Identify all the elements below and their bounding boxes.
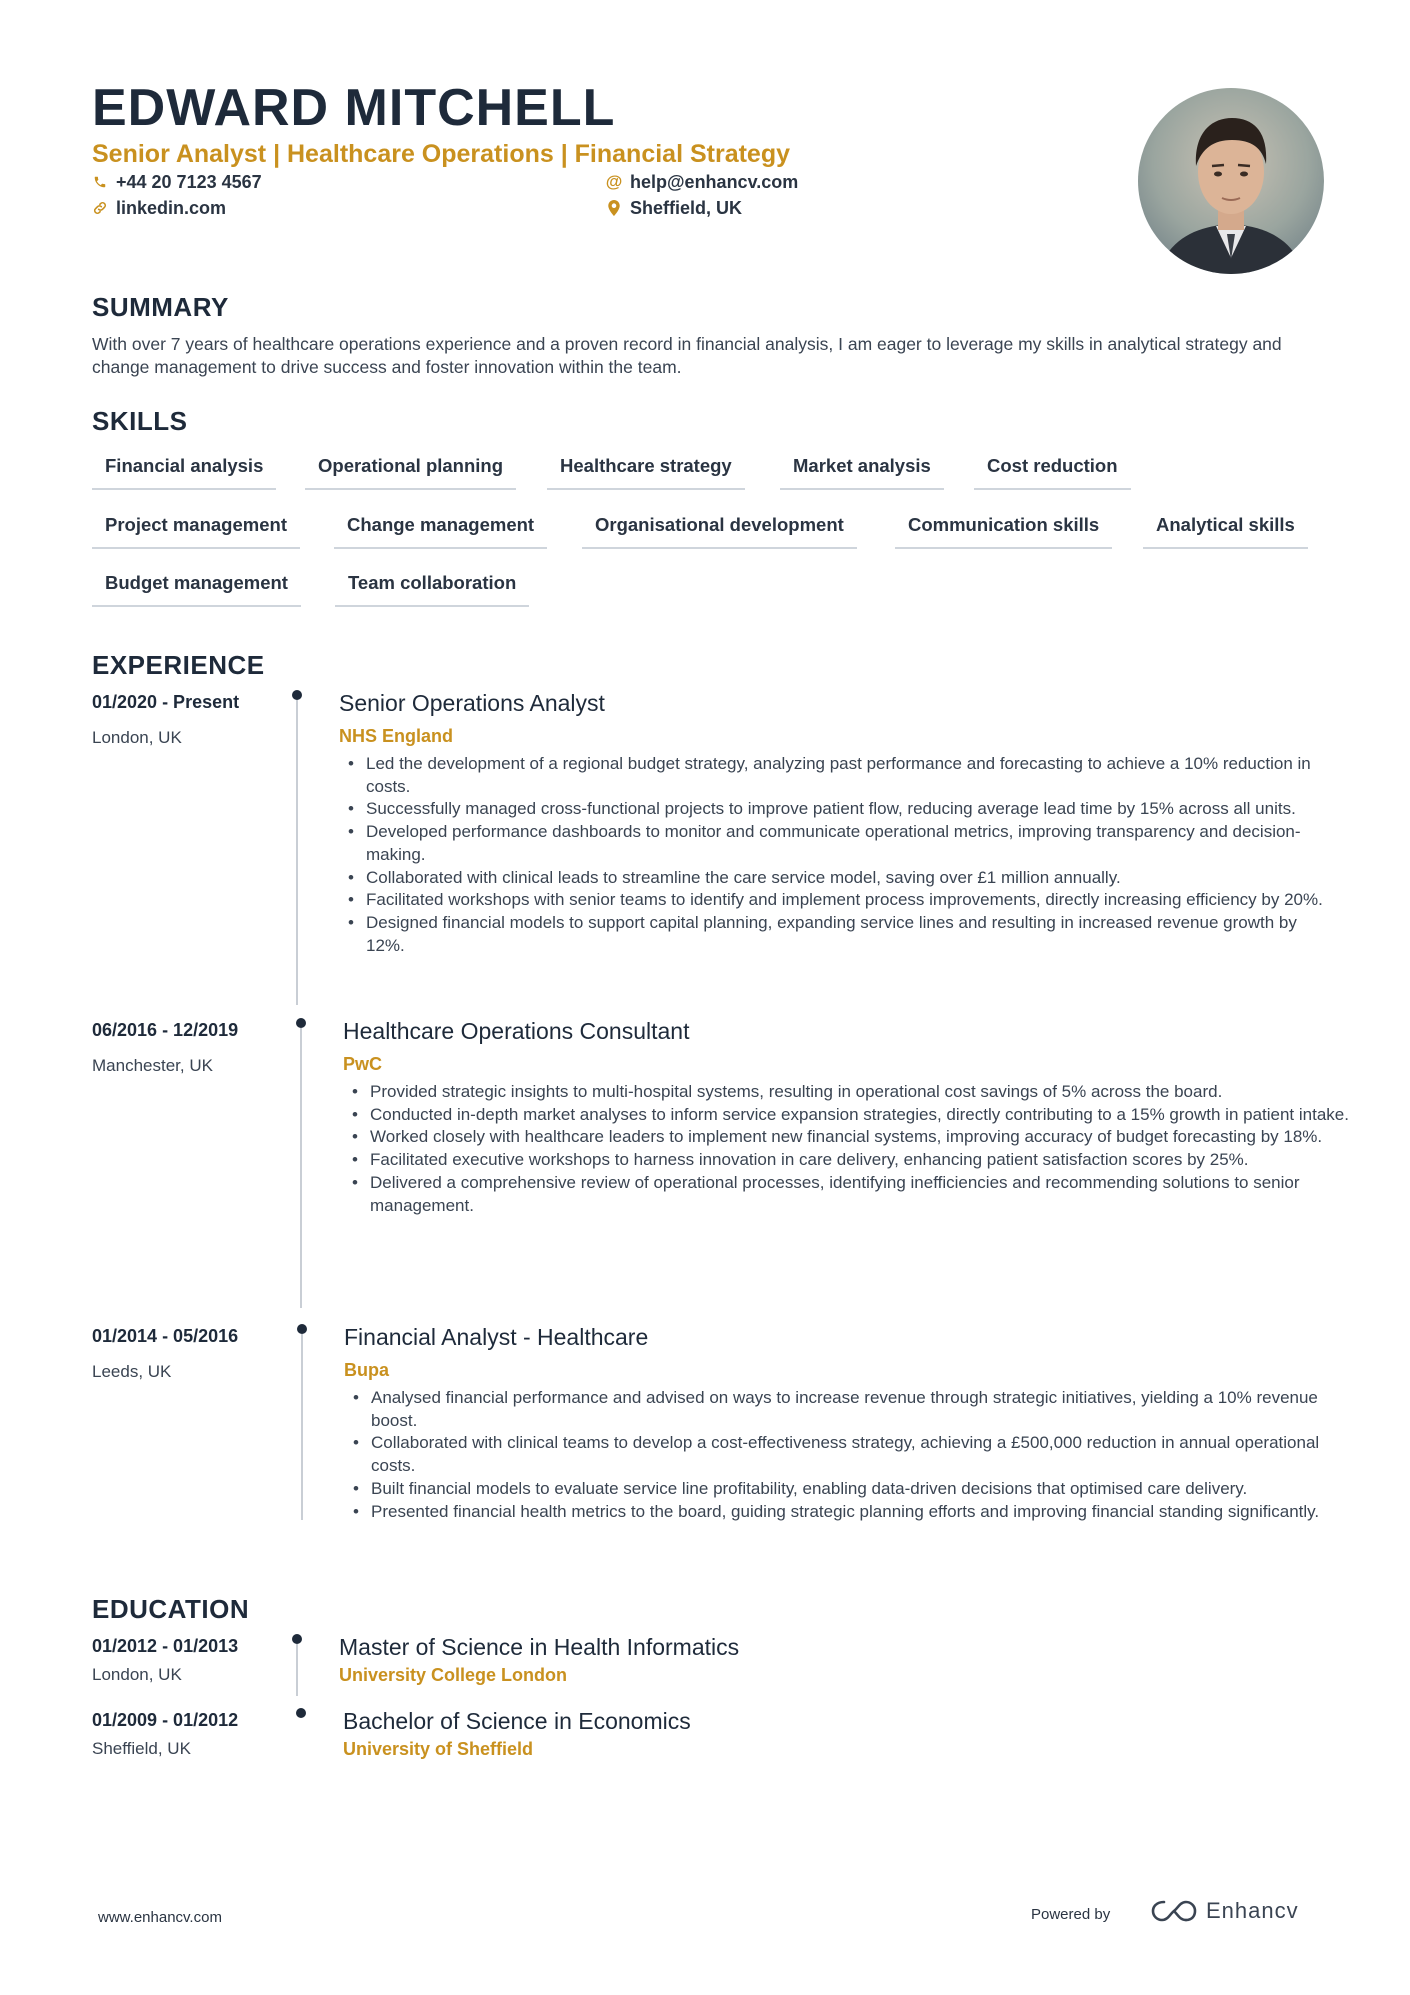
education-heading: EDUCATION — [92, 1594, 250, 1624]
edu-location: London, UK — [92, 1665, 182, 1684]
timeline-dot — [296, 1018, 306, 1028]
brand-name: Enhancv — [1206, 1898, 1299, 1923]
job-dates: 06/2016 - 12/2019 — [92, 1020, 239, 1040]
timeline-line — [296, 1644, 298, 1696]
list-item: • Facilitated executive workshops to harness innovation in care delivery, enhancing patient satisfaction scores by 25%. — [370, 1149, 1350, 1172]
job-location: London, UK — [92, 728, 182, 747]
job-company: NHS England — [339, 726, 454, 746]
list-item: • Delivered a comprehensive review of operational processes, identifying inefficiencies and recommending solutions to senior management. — [370, 1172, 1350, 1217]
contact-phone — [92, 171, 262, 193]
list-item: • Built financial models to evaluate service line profitability, enabling data-driven decisions that optimised care delivery. — [371, 1478, 1346, 1501]
edu-degree: Master of Science in Health Informatics — [339, 1634, 740, 1660]
list-item: • Presented financial health metrics to the board, guiding strategic planning efforts and improving financial standing significantly. — [371, 1501, 1346, 1524]
list-item: • Successfully managed cross-functional projects to improve patient flow, reducing average lead time by 15% across all units. — [366, 798, 1326, 821]
job-role: Senior Operations Analyst — [339, 690, 605, 716]
profile-photo — [1138, 88, 1324, 274]
list-item: • Developed performance dashboards to monitor and communicate operational metrics, improving transparency and decision-making. — [366, 821, 1326, 866]
skill-tag: Analytical skills — [1143, 509, 1308, 549]
timeline-line — [300, 1028, 302, 1308]
edu-dates: 01/2009 - 01/2012 — [92, 1710, 239, 1730]
job-location: Leeds, UK — [92, 1362, 172, 1381]
at-icon: @ — [605, 172, 623, 191]
skill-tag: Operational planning — [305, 450, 516, 490]
job-company: PwC — [343, 1054, 383, 1074]
job-dates: 01/2020 - Present — [92, 692, 240, 712]
timeline-dot — [296, 1708, 306, 1718]
edu-dates: 01/2012 - 01/2013 — [92, 1636, 239, 1656]
list-item: • Provided strategic insights to multi-hospital systems, resulting in operational cost savings of 5% across the board. — [370, 1081, 1350, 1104]
job-role: Healthcare Operations Consultant — [343, 1018, 690, 1044]
skill-tag: Team collaboration — [335, 567, 529, 607]
linkedin-text[interactable]: linkedin.com — [116, 198, 227, 218]
skill-tag: Financial analysis — [92, 450, 276, 490]
powered-by-label: Powered by — [1031, 1906, 1111, 1923]
skill-tag: Change management — [334, 509, 547, 549]
list-item: • Designed financial models to support capital planning, expanding service lines and resulting in increased revenue growth by 12%. — [366, 912, 1326, 957]
list-item: • Led the development of a regional budget strategy, analyzing past performance and forecasting to achieve a 10% reduction in costs. — [366, 753, 1326, 798]
timeline-line — [301, 1334, 303, 1520]
skill-tag: Healthcare strategy — [547, 450, 745, 490]
skill-tag: Budget management — [92, 567, 301, 607]
timeline-dot — [292, 690, 302, 700]
phone-text: +44 20 7123 4567 — [116, 172, 262, 192]
summary-text: With over 7 years of healthcare operations experience and a proven record in financial analysis, I am eager to leverage my skills in analytical strategy and change management to drive success and foster innovation within the team. — [92, 334, 1282, 377]
phone-icon — [92, 174, 108, 190]
list-item: • Collaborated with clinical teams to develop a cost-effectiveness strategy, achieving a £500,000 reduction in annual operational costs. — [371, 1432, 1346, 1477]
job-company: Bupa — [344, 1360, 389, 1380]
job-bullets — [351, 1387, 1346, 1523]
skill-tag: Organisational development — [582, 509, 857, 549]
skill-tag: Market analysis — [780, 450, 944, 490]
edu-school: University of Sheffield — [343, 1739, 534, 1759]
enhancv-logo-icon — [1150, 1898, 1198, 1924]
contact-location — [606, 197, 742, 219]
list-item: • Facilitated workshops with senior teams to identify and implement process improvements, directly increasing efficiency by 20%. — [366, 889, 1326, 912]
job-role: Financial Analyst - Healthcare — [344, 1324, 649, 1350]
contact-linkedin — [92, 197, 226, 219]
location-pin-icon — [606, 200, 622, 216]
skill-tag: Project management — [92, 509, 300, 549]
list-item: • Worked closely with healthcare leaders to implement new financial systems, improving accuracy of budget forecasting by 18%. — [370, 1126, 1350, 1149]
timeline-line — [296, 700, 298, 1005]
job-bullets — [346, 753, 1326, 957]
list-item: • Collaborated with clinical leads to streamline the care service model, saving over £1 million annually. — [366, 867, 1326, 890]
experience-heading: EXPERIENCE — [92, 650, 265, 680]
link-icon — [92, 200, 108, 216]
skill-tag: Cost reduction — [974, 450, 1131, 490]
enhancv-logo[interactable] — [1150, 1898, 1299, 1924]
timeline-dot — [292, 1634, 302, 1644]
candidate-title: Senior Analyst | Healthcare Operations | Financial Strategy — [92, 140, 790, 168]
list-item: • Analysed financial performance and advised on ways to increase revenue through strategic initiatives, yielding a 10% revenue boost. — [371, 1387, 1346, 1432]
job-location: Manchester, UK — [92, 1056, 213, 1075]
timeline-dot — [297, 1324, 307, 1334]
job-bullets — [350, 1081, 1350, 1217]
edu-degree: Bachelor of Science in Economics — [343, 1708, 691, 1734]
email-text[interactable]: help@enhancv.com — [630, 172, 799, 192]
summary-heading: SUMMARY — [92, 292, 229, 322]
footer-url[interactable]: www.enhancv.com — [98, 1909, 222, 1926]
skill-tag: Communication skills — [895, 509, 1112, 549]
skills-heading: SKILLS — [92, 406, 188, 436]
list-item: • Conducted in-depth market analyses to inform service expansion strategies, directly contributing to a 15% growth in patient intake. — [370, 1104, 1350, 1127]
edu-location: Sheffield, UK — [92, 1739, 191, 1758]
location-text: Sheffield, UK — [630, 198, 743, 218]
edu-school: University College London — [339, 1665, 568, 1685]
job-dates: 01/2014 - 05/2016 — [92, 1326, 239, 1346]
candidate-name: EDWARD MITCHELL — [92, 79, 616, 137]
contact-email — [606, 171, 798, 193]
